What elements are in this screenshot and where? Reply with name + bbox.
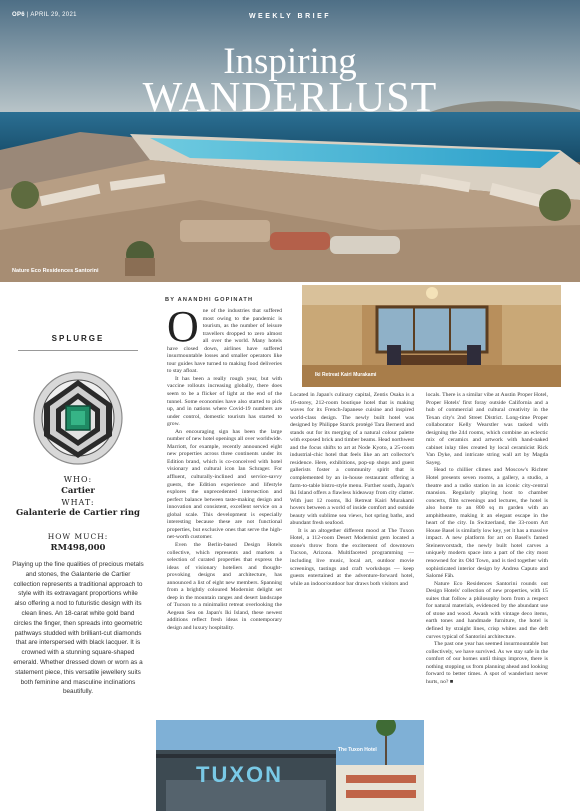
price-value: RM498,000: [50, 543, 106, 553]
headline-line1: Inspiring: [223, 41, 357, 82]
interior-caption: Iki Retreat Kairi Murakami: [315, 372, 377, 378]
paragraph: Head to chillier climes and Moscow's Richter Hotel presents seven rooms, a gallery, a studio, a theatre and a radio station in an iconic city-central mansion. Regularly playing host to chamber concerts, film screenings and lectures, the hotel is also home to an 800 sq m garden with an amphitheatre, making it an elegant escape in the heart of the city. In Switzerland, the 33-room Art House Basel is similarly low key, yet it has a massive impact. A new platform for art on Basel's famed Steinenvorstadt, the newly built hotel carves a uniquely modern space into a part of the city most renowned for its Old Town, and is tied together with sophisticated interior design by Andrea Caputo and Salomé Fäh.: [426, 467, 548, 580]
byline: BY ANANDHI GOPINATH: [165, 297, 254, 303]
tuxon-sign: TUXON: [196, 762, 283, 787]
paragraph: It has been a really rough year, but with vaccine rollouts increasing globally, there does seem to be a flicker of light at the end of the tunnel. Some economies have also started to pick up, and in nations where Covid-19 numbers are under control, domestic tourism has started to grow.: [167, 375, 282, 428]
page-meta: OP6 | APRIL 29, 2021: [12, 12, 77, 18]
headline-line2: WANDERLUST: [142, 75, 438, 121]
paragraph: Nature Eco Residences Santorini rounds out Design Hotels' collection of new properties, with 15 suites that follow a philosophy born from a respect for natural materials, evidenced by the abundant use of stone and wood. Awash with vintage deco items, earth tones and handmade furniture, the hotel is defined by straight lines, crisp whites and the deft curves typical of Santorini architecture.: [426, 580, 548, 640]
what-value: Galanterie de Cartier ring: [16, 508, 140, 518]
page-number: OP6: [12, 12, 25, 18]
article-column-3: [426, 392, 548, 686]
what-label: WHAT:: [61, 498, 95, 507]
drop-cap: O: [167, 302, 199, 351]
tuxon-hotel-photo: [156, 720, 424, 811]
tuxon-illustration: [156, 720, 424, 811]
tuxon-caption: The Tuxon Hotel: [338, 747, 377, 753]
who-value: Cartier: [61, 486, 95, 496]
article-column-1: [167, 302, 282, 633]
paragraph: Even the Berlin-based Design Hotels collective, which represents and markets a selection of curated properties that express the ideas of visionary hoteliers and thought-provoking designs and architecture, has announced a list of eight new members. Spanning from a brightly coloured Modernist delight set deep in the mountain ranges and desert landscape of Tucson to a minimalist retreat overlooking the Aegean Sea on Japan's Iki Island, these newest additions reflect fresh ideas in contemporary design and luxury hospitality.: [167, 541, 282, 631]
hero-caption: Nature Eco Residences Santorini: [12, 268, 99, 274]
who-label: WHO:: [63, 475, 93, 484]
how-much-label: HOW MUCH:: [47, 532, 109, 541]
paragraph: Located in Japan's culinary capital, Zentis Osaka is a 16-storey, 212-room boutique hotel that is making waves for its French-Japanese cuisine and inspired world-class design. The newly built hotel was designed by Philippe Starck protégé Tara Bernerd and stands out for its merging of a natural colour palette with exposed brick and timber beams. Head northwest and the focus shifts to art at Node Kyoto, a 25-room industrial-chic hotel that feels like an art collector's residence. Here, exhibitions, pop-up shops and guest gallerists foster a community spirit that is complemented by an in-house restaurant offering a farm-to-table bistro-style menu. Further south, Japan's Iki Island offers a flawless hideaway from city clatter. With just 12 rooms, Iki Retreat Kairi Murakami hovers between a world of inside comfort and outside beauty with sublime sea views, hot spring baths, and abundant fresh seafood.: [290, 392, 414, 527]
splurge-divider: [18, 350, 138, 351]
issue-date: APRIL 29, 2021: [30, 12, 77, 18]
section-kicker: WEEKLY BRIEF: [248, 13, 332, 20]
splurge-heading: SPLURGE: [51, 334, 105, 343]
splurge-description: Playing up the fine qualities of precious metals and stones, the Galanterie de Cartier collection represents a traditional approach to style with its extravagant proportions while also offering a nod to futuristic design with its clean lines. An 18-carat white gold band circles the finger, then spreads into geometric pathways studded with brilliant-cut diamonds that are interspersed with black lacquer. It is crowned with a stunning square-shaped emerald. Whether dressed down or worn as a statement piece, this versatile jewellery suits both feminine and masculine inclinations beautifully.: [12, 561, 144, 696]
hero-photo: [0, 0, 580, 282]
paragraph: It is an altogether different mood at The Tuxon Hotel, a 112-room Desert Modernist gem located a stone's throw from the excitement of downtown Tucson, Arizona. Multifaceted programming — including live music, local art, outdoor movie screenings, tastings and craft workshops — keep guests entertained at the adventure-forward hotel, while an indoor/outdoor bar draws both visitors and: [290, 527, 414, 587]
paragraph: ne of the industries that suffered most owing to the pandemic is tourism, as the number of leisure travellers dropped to zero almost all over the world. Many hotels have closed down, airlines have suffered insurmountable losses and smaller operators like tour guides have turned to making food deliveries to stay afloat.: [167, 308, 282, 375]
article-column-2: [290, 392, 414, 588]
paragraph: The past one year has seemed insurmountable but collectively, we have survived. As we stay safe in the comfort of our homes until things improve, there is nothing stopping us from planning ahead and looking forward to better times. A spot of wanderlust never hurts, no? ■: [426, 641, 548, 685]
paragraph: An encouraging sign has been the large number of new hotel openings all over worldwide. Marriott, for example, recently announced eight new properties across three continents under its Edition brand, which is co-conceived with hotel visionary and cultural icon Ian Schrager. For affluent, culturally-inclined and service-savvy guests, the Edition experience and lifestyle explores the unprecedented intersection and perfect balance between taste-making design and innovation and consistent, excellent service on a global scale. This development is especially interesting because these are not functional properties, but exclusive ones that serve the high-net-worth customer.: [167, 428, 282, 541]
cartier-ring-image: [30, 364, 126, 468]
paragraph: locals. There is a similar vibe at Austin Proper Hotel, Proper Hotels' first foray outside California and a hub of commercial and cultural creativity in the Texan city's 2nd Street District. Long-time Proper collaborator Kelly Wearstler was tasked with designing the 244 rooms, which combine an eclectic mix of ceramics and artwork with hand-naked cabinet inlay tiles created by local ceramicist Rick Van Dyke, and intricate string wall art by Magda Sayeg.: [426, 392, 548, 466]
